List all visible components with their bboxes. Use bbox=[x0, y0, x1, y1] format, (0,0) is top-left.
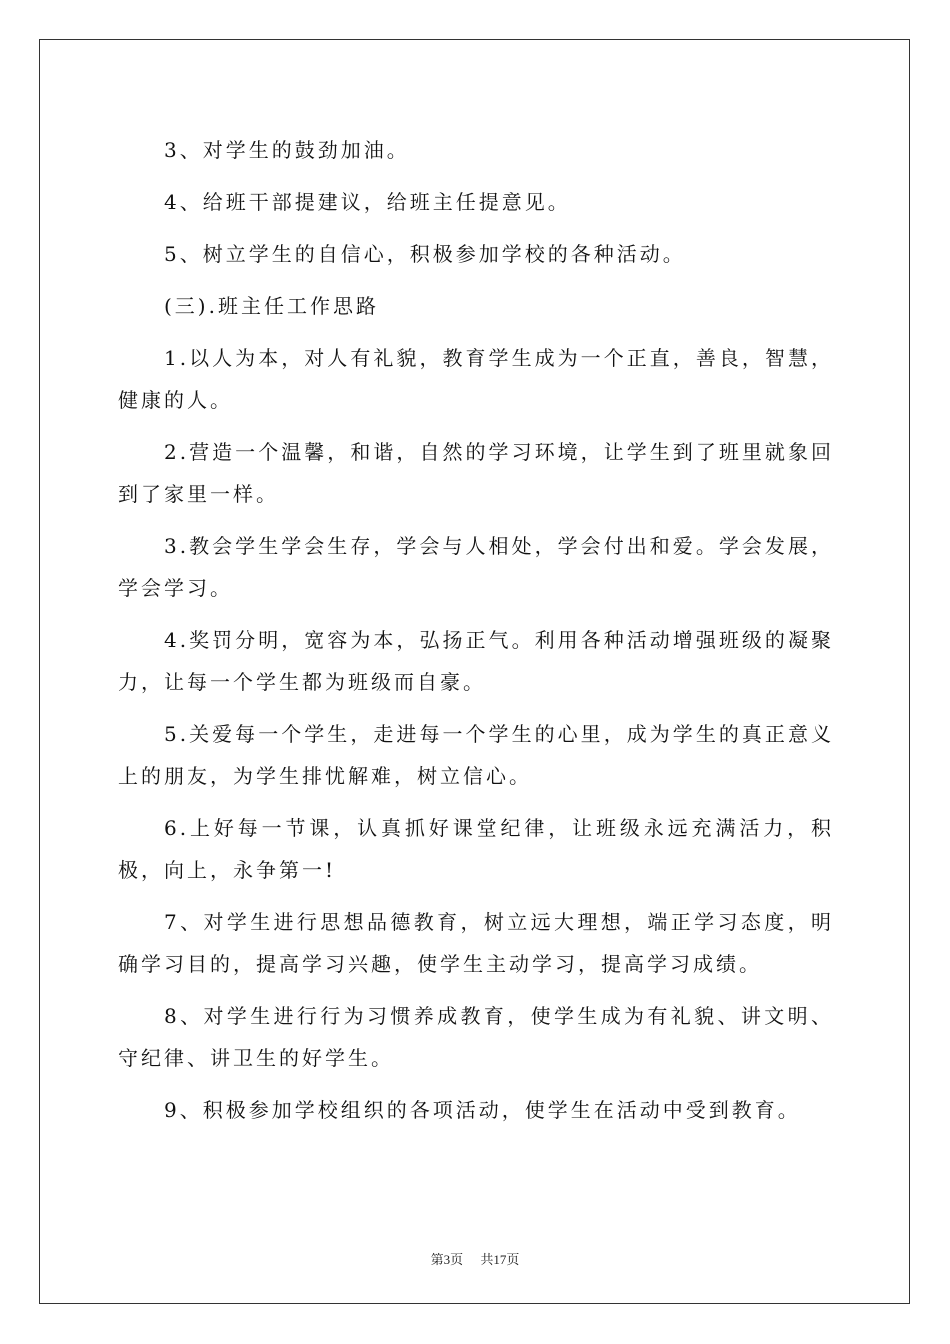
paragraph: 2.营造一个温馨，和谐，自然的学习环境，让学生到了班里就象回到了家里一样。 bbox=[118, 440, 834, 506]
paragraph: 5.关爱每一个学生，走进每一个学生的心里，成为学生的真正意义上的朋友，为学生排忧解难，树立信心。 bbox=[118, 722, 834, 788]
page-total: 共17页 bbox=[480, 1252, 520, 1267]
page-number: 第3页 bbox=[430, 1252, 464, 1267]
section-heading: (三).班主任工作思路 bbox=[164, 294, 379, 318]
paragraph: 7、对学生进行思想品德教育，树立远大理想，端正学习态度，明确学习目的，提高学习兴趣，使学生主动学习，提高学习成绩。 bbox=[118, 910, 834, 976]
paragraph: 1.以人为本，对人有礼貌，教育学生成为一个正直，善良，智慧，健康的人。 bbox=[118, 346, 834, 412]
paragraph: 5、树立学生的自信心，积极参加学校的各种活动。 bbox=[164, 242, 686, 266]
paragraph: 4、给班干部提建议，给班主任提意见。 bbox=[164, 190, 571, 214]
paragraph: 3、对学生的鼓劲加油。 bbox=[164, 138, 410, 162]
paragraph: 6.上好每一节课，认真抓好课堂纪律，让班级永远充满活力，积极，向上，永争第一! bbox=[118, 816, 834, 882]
paragraph: 4.奖罚分明，宽容为本，弘扬正气。利用各种活动增强班级的凝聚力，让每一个学生都为班级而自豪。 bbox=[118, 628, 834, 694]
paragraph: 8、对学生进行行为习惯养成教育，使学生成为有礼貌、讲文明、守纪律、讲卫生的好学生。 bbox=[118, 1004, 834, 1070]
paragraph: 9、积极参加学校组织的各项活动，使学生在活动中受到教育。 bbox=[164, 1098, 801, 1122]
paragraph: 3.教会学生学会生存，学会与人相处，学会付出和爱。学会发展，学会学习。 bbox=[118, 534, 834, 600]
document-body bbox=[118, 129, 834, 1141]
page-footer bbox=[0, 1249, 950, 1268]
